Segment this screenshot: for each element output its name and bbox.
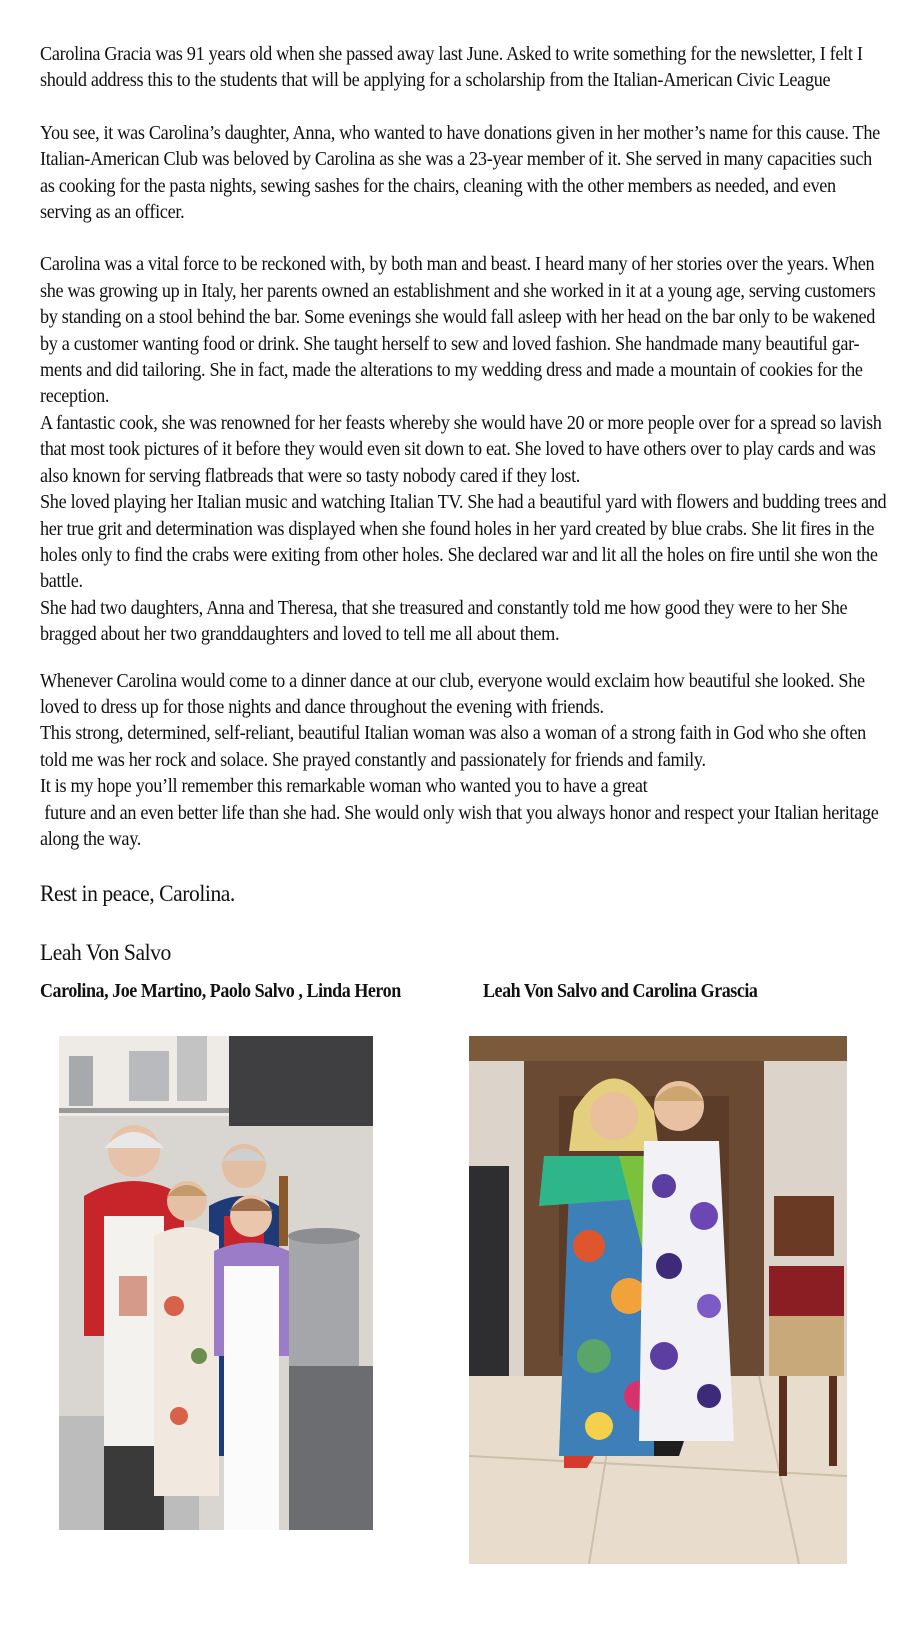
paragraph-music: She loved playing her Italian music and watching Italian TV. She had a beautiful yard with flowers and budding trees and her true grit and determination was displayed when she found holes in her yard created by blue crabs. She lit fires in the holes only to find the crabs were exiting from other holes. She declared war and lit all the holes on fire until she won the battle.: [40, 492, 887, 593]
paragraph-heritage: future and an even better life than she had. She would only wish that you always honor and respect your Italian heritage along the way.: [40, 802, 883, 850]
paragraph-hope: It is my hope you’ll remember this remarkable woman who wanted you to have a great: [40, 776, 648, 798]
intro-block: [40, 42, 890, 95]
paragraph-faith: This strong, determined, self-reliant, beautiful Italian woman was also a woman of a strong faith in God who she often told me was her rock and solace. She prayed constantly and passionately for friends and family.: [40, 723, 866, 771]
photo-captions: [40, 980, 860, 1010]
party-photo-illustration: [469, 1036, 847, 1564]
two-women-photo: [469, 1036, 847, 1564]
paragraph-stories: Carolina was a vital force to be reckoned with, by both man and beast. I heard many of her stories over the years. When she was growing up in Italy, her parents owned an establishment and she worked in it at a young age, serving customers by standing on a stool behind the bar. Some evenings she would fall asleep with her head on the bar only to be wakened by a customer wanting food or drink. She taught herself to sew and loved fashion. She handmade many beautiful gar-ments and did tailoring. She in fact, made the alterations to my wedding dress and made a mountain of cookies for the reception.: [40, 254, 876, 408]
article: [40, 42, 890, 968]
kitchen-photo-illustration: [59, 1036, 373, 1530]
signature: Leah Von Salvo: [40, 940, 171, 967]
closing-line: Rest in peace, Carolina.: [40, 881, 235, 908]
paragraph-cook: A fantastic cook, she was renowned for her feasts whereby she would have 20 or more people over for a spread so lavish that most took pictures of it before they would even sit down to eat. She loved to have others over to play cards and was also known for serving flatbreads that were so tasty nobody cared if they lost.: [40, 412, 882, 487]
paragraph-intro: Carolina Gracia was 91 years old when she passed away last June. Asked to write something for the newsletter, I felt I should address this to the students that will be applying for a scholarship from the Italian-American Civic League: [40, 44, 863, 92]
right-photo-caption: Leah Von Salvo and Carolina Grascia: [483, 980, 758, 1002]
left-photo-caption: Carolina, Joe Martino, Paolo Salvo , Linda Heron: [40, 980, 401, 1002]
paragraph-club: You see, it was Carolina’s daughter, Anna, who wanted to have donations given in her mother’s name for this cause. The Italian-American Club was beloved by Carolina as she was a 23-year member of it. She served in many capacities such as cooking for the pasta nights, sewing sashes for the chairs, cleaning with the other members as needed, and even serving as an officer.: [40, 122, 880, 224]
club-block: [40, 121, 890, 227]
paragraph-daughters: She had two daughters, Anna and Theresa, that she treasured and constantly told me how good they were to her She bragged about her two granddaughters and loved to tell me all about them.: [40, 597, 848, 646]
faith-block: [40, 669, 890, 854]
stories-block: [40, 252, 890, 648]
paragraph-dance: Whenever Carolina would come to a dinner dance at our club, everyone would exclaim how beautiful she looked. She loved to dress up for those nights and dance throughout the evening with friends.: [40, 670, 865, 718]
kitchen-group-photo: [59, 1036, 373, 1530]
